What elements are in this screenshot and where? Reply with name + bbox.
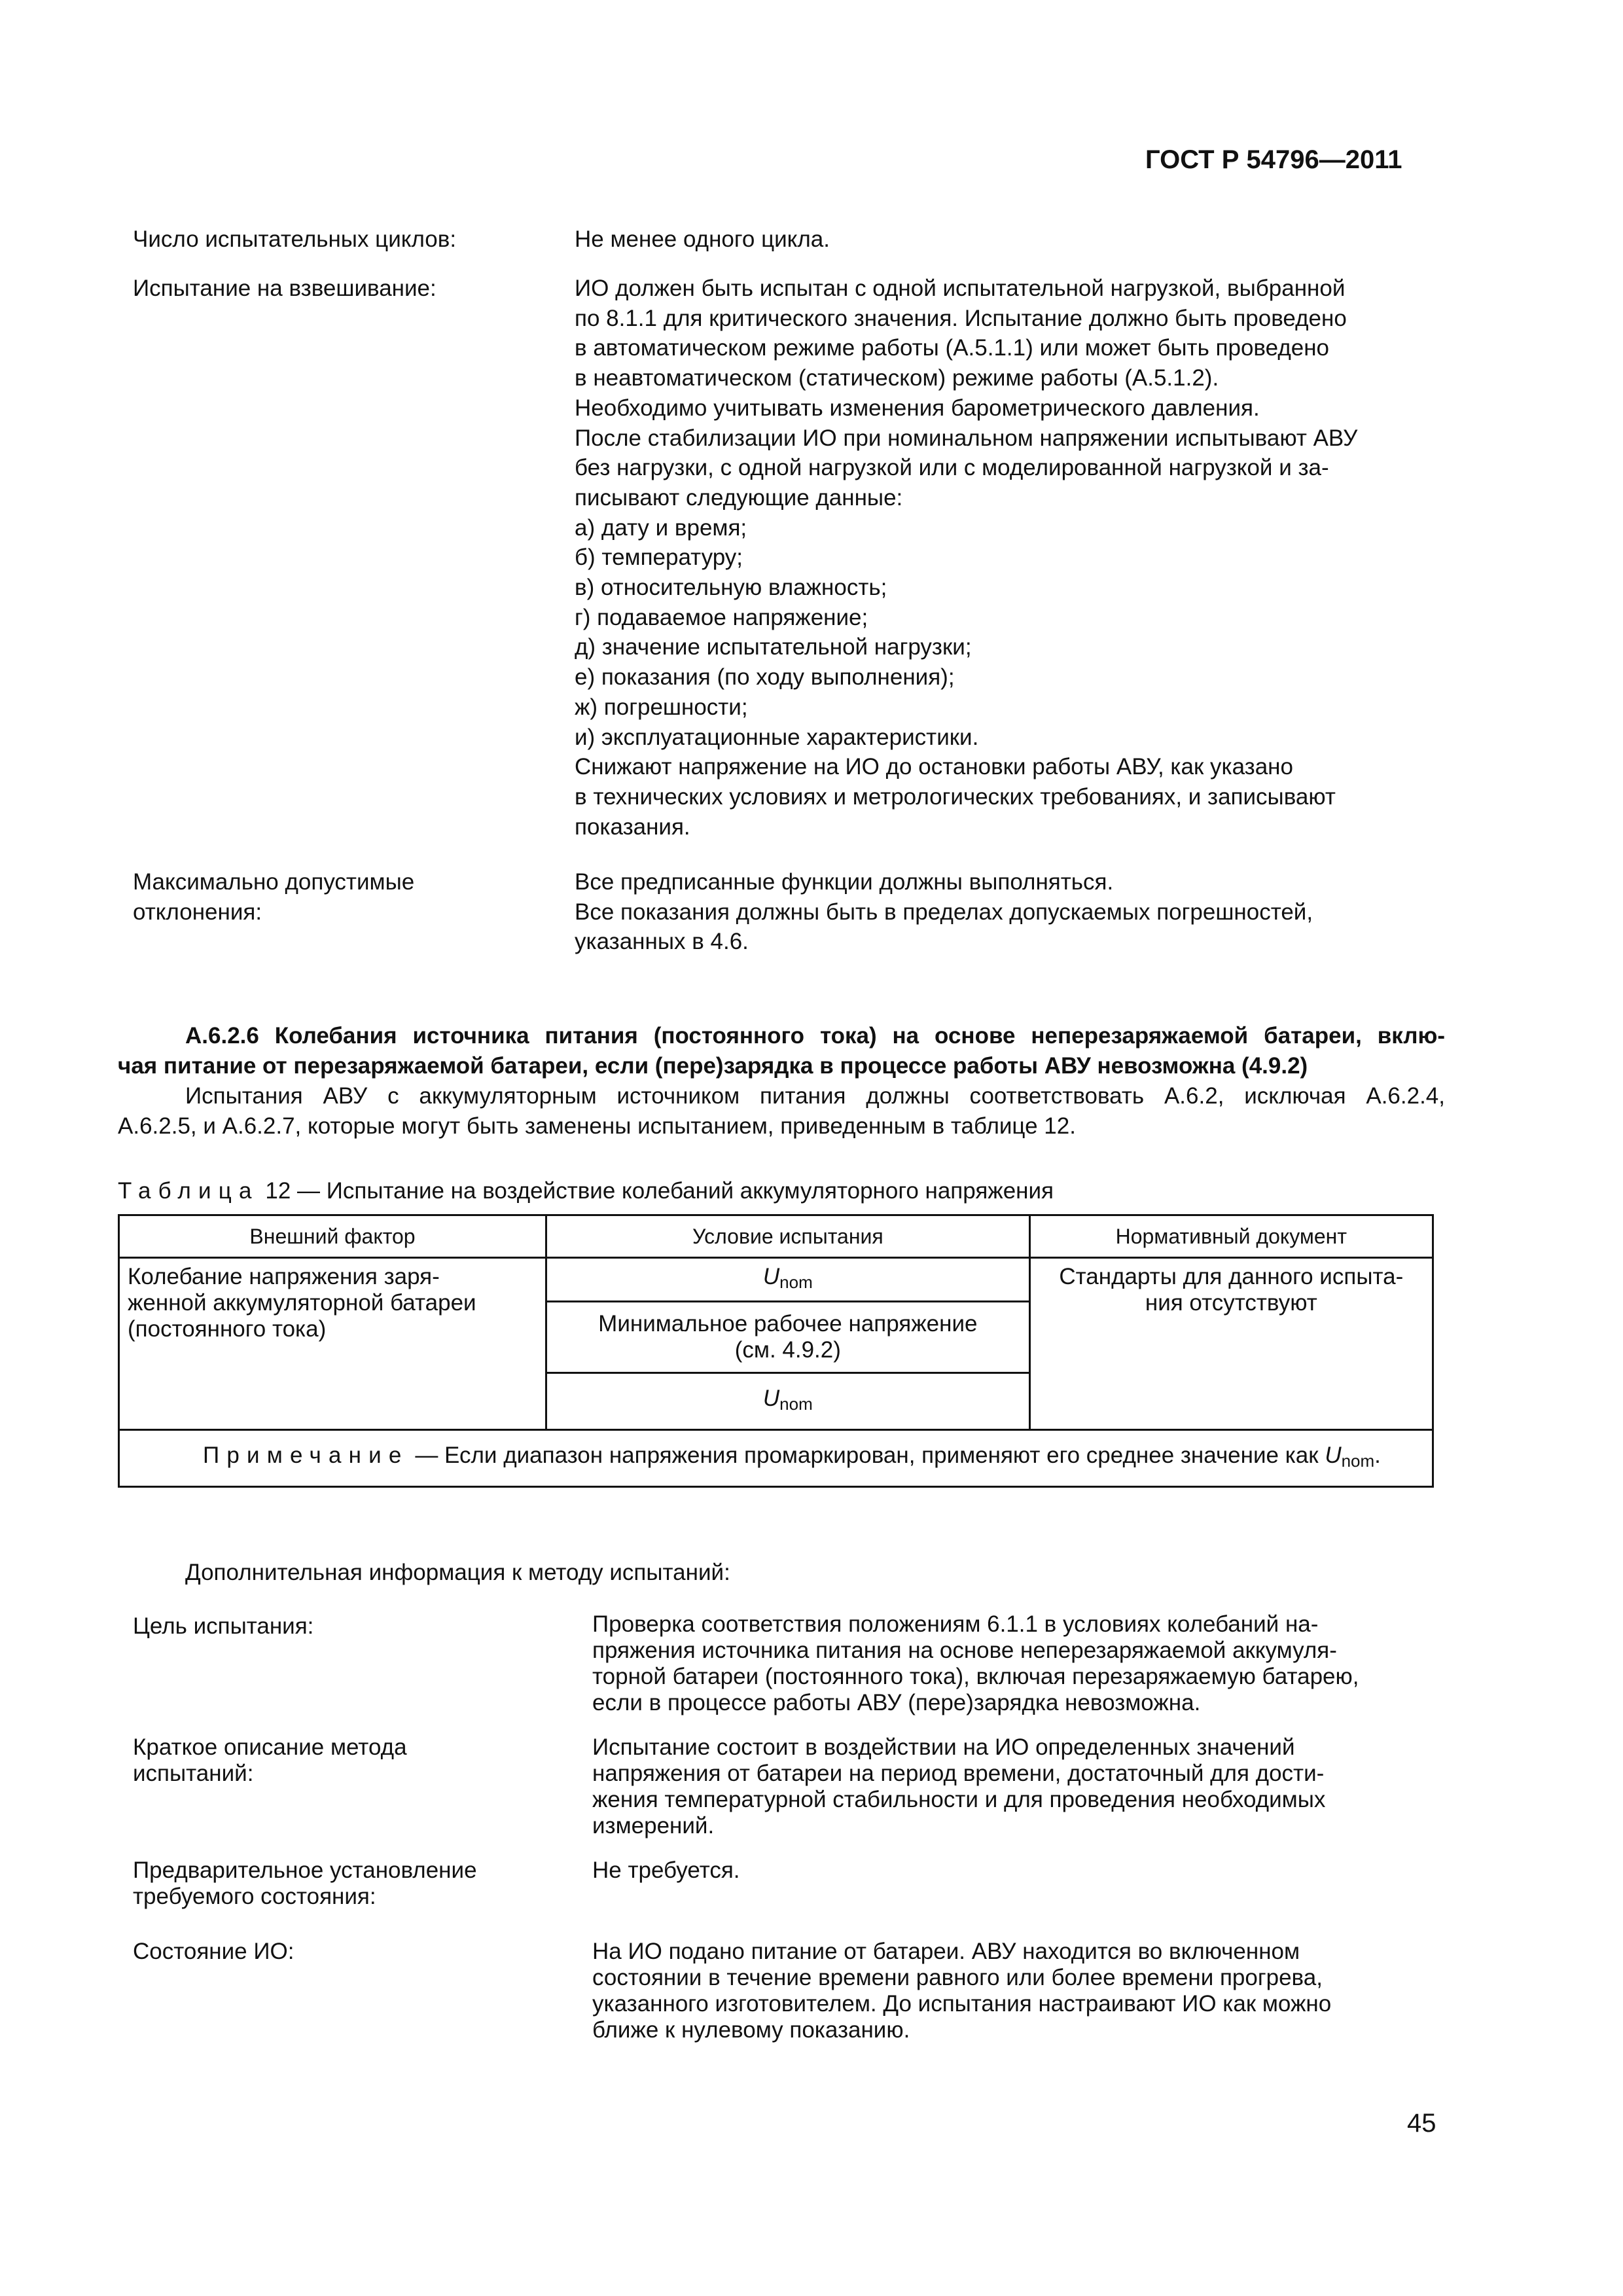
condition-cell: $U_{nom}$ — [546, 1373, 1030, 1430]
column-header: Внешний фактор — [119, 1215, 546, 1258]
section-heading-continued: чая питание от перезаряжаемой батареи, если (пере)зарядка в процессе работы АВУ невозможна (4.9.2) — [118, 1053, 1308, 1079]
field-label: Испытание на взвешивание: — [133, 276, 437, 301]
field-value: Все предписанные функции должны выполняться. Все показания должны быть в пределах допускаемых погрешностей, указанных в 4.6. — [575, 869, 1313, 955]
paragraph-continued: А.6.2.5, и А.6.2.7, которые могут быть заменены испытанием, приведенным в таблице 12. — [118, 1113, 1076, 1139]
table-note-row — [119, 1430, 1433, 1487]
paragraph: Испытания АВУ с аккумуляторным источником питания должны соответствовать А.6.2, исключая А.6.2.4, — [185, 1083, 1445, 1109]
factor-cell: Колебание напряжения заря- женной аккумуляторной батареи (постоянного тока) — [119, 1258, 546, 1430]
field-label: Предварительное установление требуемого состояния: — [133, 1857, 477, 1909]
column-header: Условие испытания — [546, 1215, 1030, 1258]
table-note: Примечание — Если диапазон напряжения промаркирован, применяют его среднее значение как $U_{nom}$. — [119, 1430, 1433, 1487]
table-12 — [118, 1214, 1434, 1488]
page-number: 45 — [1407, 2109, 1436, 2138]
table-caption: Таблица 12 — Испытание на воздействие колебаний аккумуляторного напряжения — [118, 1178, 1054, 1204]
field-label: Цель испытания: — [133, 1613, 314, 1639]
field-value: Не требуется. — [592, 1857, 740, 1883]
normative-cell: Стандарты для данного испыта- ния отсутствуют — [1029, 1258, 1433, 1430]
table-row — [119, 1258, 1433, 1302]
table-header-row — [119, 1215, 1433, 1258]
field-label: Краткое описание метода испытаний: — [133, 1734, 407, 1786]
field-value: Испытание состоит в воздействии на ИО определенных значений напряжения от батареи на период времени, достаточный для дости- жения температурной стабильности и для проведения необходимых измерений. — [592, 1734, 1326, 1839]
field-label: Число испытательных циклов: — [133, 226, 457, 252]
field-value: Не менее одного цикла. — [575, 226, 830, 252]
condition-cell: Минимальное рабочее напряжение (см. 4.9.2) — [546, 1302, 1030, 1373]
field-value: ИО должен быть испытан с одной испытательной нагрузкой, выбранной по 8.1.1 для критического значения. Испытание должно быть проведено в автоматическом режиме работы (А.5.1.1) или может быть проведено в неавтоматическом (статическом) режиме работы (А.5.1.2). Необходимо учитывать изменения барометрического давления. После стабилизации ИО при номинальном напряжении испытывают АВУ без нагрузки, с одной нагрузкой или с моделированной нагрузкой и за- писывают следующие данные: а) дату и время; б) температуру; в) относительную влажность; г) подаваемое напряжение; д) значение испытательной нагрузки; е) показания (по ходу выполнения); ж) погрешности; и) эксплуатационные характеристики. Снижают напряжение на ИО до остановки работы АВУ, как указано в технических условиях и метрологических требованиях, и записывают показания. — [575, 276, 1358, 840]
field-value: На ИО подано питание от батареи. АВУ находится во включенном состоянии в течение времени равного или более времени прогрева, указанного изготовителем. До испытания настраивают ИО как можно ближе к нулевому показанию. — [592, 1939, 1332, 2043]
field-label: Состояние ИО: — [133, 1939, 294, 1964]
condition-cell: $U_{nom}$ — [546, 1258, 1030, 1302]
intro-text: Дополнительная информация к методу испытаний: — [185, 1560, 730, 1585]
field-value: Проверка соответствия положениям 6.1.1 в условиях колебаний на- пряжения источника питания на основе неперезаряжаемой аккумуля- торной батареи (постоянного тока), включая перезаряжаемую батарею, если в процессе работы АВУ (пере)зарядка невозможна. — [592, 1611, 1359, 1715]
field-label: Максимально допустимые отклонения: — [133, 869, 415, 925]
column-header: Нормативный документ — [1029, 1215, 1433, 1258]
section-heading: А.6.2.6 Колебания источника питания (постоянного тока) на основе неперезаряжаемой батареи, вклю- — [185, 1023, 1445, 1049]
document-number-header: ГОСТ Р 54796—2011 — [1145, 145, 1402, 174]
